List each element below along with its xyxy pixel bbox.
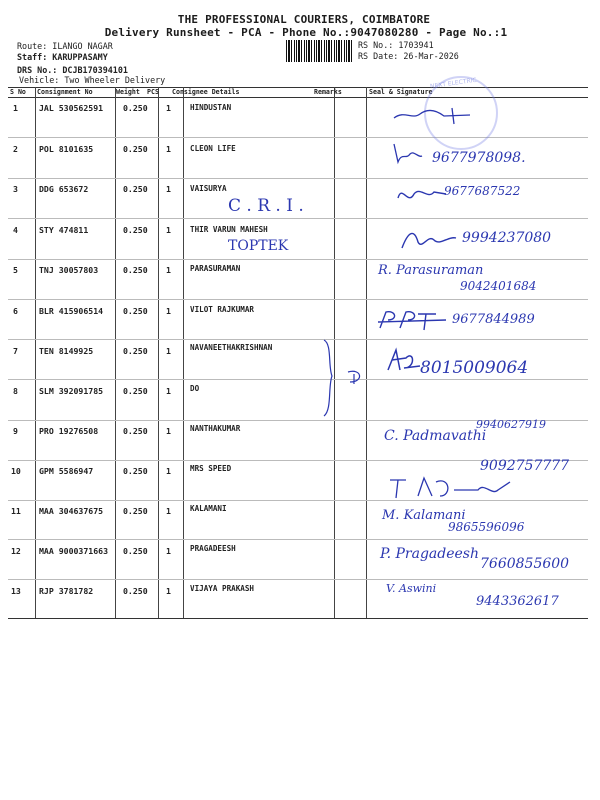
row-divider (8, 579, 588, 580)
row-sno: 4 (13, 225, 18, 235)
row-consignment-no: RJP 3781782 (39, 586, 94, 596)
row-divider (8, 218, 588, 219)
col-header-remarks: Remarks (314, 88, 342, 96)
ditto-bracket (318, 336, 378, 420)
row-consignee: THIR VARUN MAHESH (190, 225, 268, 234)
row-weight: 0.250 (123, 225, 148, 235)
row-consignee: HINDUSTAN (190, 103, 232, 112)
row-divider (8, 379, 588, 380)
staff-label: Staff: KARUPPASAMY (17, 52, 108, 62)
row-consignee: VAISURYA (190, 184, 227, 193)
row-weight: 0.250 (123, 586, 148, 596)
row-consignee: CLEON LIFE (190, 144, 236, 153)
row-pcs: 1 (166, 586, 171, 596)
handwritten-phone-row-7: 8015009064 (420, 358, 529, 378)
row-divider (8, 137, 588, 138)
row-consignment-no: JAL 530562591 (39, 103, 104, 113)
drs-label: DRS No.: DCJB170394101 (17, 65, 128, 75)
handwritten-phone-row-9: 9940627919 (476, 418, 546, 431)
row-weight: 0.250 (123, 346, 148, 356)
handwritten-phone-row-6: 9677844989 (452, 312, 535, 327)
row-consignment-no: GPM 5586947 (39, 466, 94, 476)
row-consignment-no: MAA 304637675 (39, 506, 104, 516)
row-pcs: 1 (166, 265, 171, 275)
handwritten-phone-row-3: 9677687522 (444, 184, 521, 198)
row-pcs: 1 (166, 144, 171, 154)
rs-number: RS No.: 1703941 (358, 40, 434, 50)
handwritten-note-row-3: C . R . I . (228, 196, 304, 216)
barcode (286, 40, 354, 62)
col-header-signature: Seal & Signature (369, 88, 433, 96)
row-sno: 9 (13, 426, 18, 436)
row-consignee: PRAGADEESH (190, 544, 236, 553)
col-header-consignment: Consignment No (37, 88, 93, 96)
col-header-sno: S No (10, 88, 26, 96)
row-sno: 3 (13, 184, 18, 194)
signature-row-4 (398, 224, 462, 254)
row-consignment-no: DDG 653672 (39, 184, 89, 194)
col-header-pcs: PCS (147, 88, 159, 96)
handwritten-name-row-9: C. Padmavathi (384, 428, 487, 444)
row-consignment-no: STY 474811 (39, 225, 89, 235)
handwritten-note-row-4: TOPTEK (228, 238, 289, 254)
row-weight: 0.250 (123, 265, 148, 275)
row-consignment-no: POL 8101635 (39, 144, 94, 154)
row-pcs: 1 (166, 103, 171, 113)
table-top-border (8, 87, 588, 88)
handwritten-name-row-12: P. Pragadeesh (380, 546, 479, 562)
row-weight: 0.250 (123, 506, 148, 516)
row-divider (8, 178, 588, 179)
row-sno: 12 (11, 546, 21, 556)
handwritten-phone-row-13: 9443362617 (476, 594, 559, 609)
row-pcs: 1 (166, 225, 171, 235)
route-label: Route: ILANGO NAGAR (17, 41, 113, 51)
handwritten-name-row-13: V. Aswini (386, 582, 437, 595)
row-consignee: NANTHAKUMAR (190, 424, 241, 433)
row-consignee: PARASURAMAN (190, 264, 241, 273)
company-title: THE PROFESSIONAL COURIERS, COIMBATORE (177, 13, 431, 26)
vehicle-label: Vehicle: Two Wheeler Delivery (19, 75, 166, 85)
row-pcs: 1 (166, 346, 171, 356)
row-consignment-no: MAA 9000371663 (39, 546, 109, 556)
row-consignee: KALAMANI (190, 504, 227, 513)
row-sno: 6 (13, 306, 18, 316)
row-sno: 8 (13, 386, 18, 396)
row-sno: 7 (13, 346, 18, 356)
handwritten-phone-row-12: 7660855600 (480, 556, 570, 572)
handwritten-phone-row-11: 9865596096 (448, 520, 525, 534)
row-pcs: 1 (166, 386, 171, 396)
row-weight: 0.250 (123, 546, 148, 556)
row-weight: 0.250 (123, 426, 148, 436)
row-consignment-no: PRO 19276508 (39, 426, 99, 436)
row-pcs: 1 (166, 184, 171, 194)
rs-date: RS Date: 26-Mar-2026 (358, 51, 459, 61)
table-bottom-border (8, 618, 588, 619)
row-sno: 11 (11, 506, 21, 516)
row-weight: 0.250 (123, 306, 148, 316)
signature-row-10 (388, 472, 518, 502)
signature-row-3 (394, 180, 448, 210)
row-weight: 0.250 (123, 103, 148, 113)
runsheet-subtitle: Delivery Runsheet - PCA - Phone No.:9047080280 - Page No.:1 (104, 26, 508, 39)
row-weight: 0.250 (123, 386, 148, 396)
row-pcs: 1 (166, 426, 171, 436)
row-consignee: VIJAYA PRAKASH (190, 584, 255, 593)
row-consignee: NAVANEETHAKRISHNAN (190, 343, 273, 352)
row-consignee: MRS SPEED (190, 464, 232, 473)
row-pcs: 1 (166, 546, 171, 556)
seal-text: NEXT ELECTRIC (429, 76, 478, 91)
row-consignment-no: TEN 8149925 (39, 346, 94, 356)
row-divider (8, 539, 588, 540)
col-header-details: Consignee Details (172, 88, 240, 96)
row-sno: 10 (11, 466, 21, 476)
row-pcs: 1 (166, 466, 171, 476)
row-sno: 13 (11, 586, 21, 596)
row-divider (8, 299, 588, 300)
row-divider (8, 259, 588, 260)
row-consignee: VILOT RAJKUMAR (190, 305, 255, 314)
row-consignment-no: SLM 392091785 (39, 386, 104, 396)
row-weight: 0.250 (123, 184, 148, 194)
signature-row-6 (376, 308, 452, 334)
row-sno: 5 (13, 265, 18, 275)
row-sno: 1 (13, 103, 18, 113)
row-sno: 2 (13, 144, 18, 154)
signature-row-2 (388, 140, 428, 168)
row-pcs: 1 (166, 306, 171, 316)
signature-row-1 (390, 104, 480, 128)
row-weight: 0.250 (123, 466, 148, 476)
row-consignment-no: TNJ 30057803 (39, 265, 99, 275)
col-header-weight: Weight (116, 88, 140, 96)
row-divider (8, 339, 588, 340)
row-consignment-no: BLR 415906514 (39, 306, 104, 316)
table-header-border (8, 97, 588, 98)
handwritten-name-row-11: M. Kalamani (382, 508, 466, 523)
row-consignee: DO (190, 384, 200, 393)
row-pcs: 1 (166, 506, 171, 516)
handwritten-phone-row-4: 9994237080 (462, 230, 552, 246)
handwritten-name-row-5: R. Parasuraman (378, 263, 484, 278)
signature-row-7 (384, 346, 424, 376)
handwritten-phone-row-2: 9677978098. (432, 150, 526, 166)
row-weight: 0.250 (123, 144, 148, 154)
handwritten-phone-row-5: 9042401684 (460, 279, 537, 293)
handwritten-phone-row-10: 9092757777 (480, 458, 570, 474)
